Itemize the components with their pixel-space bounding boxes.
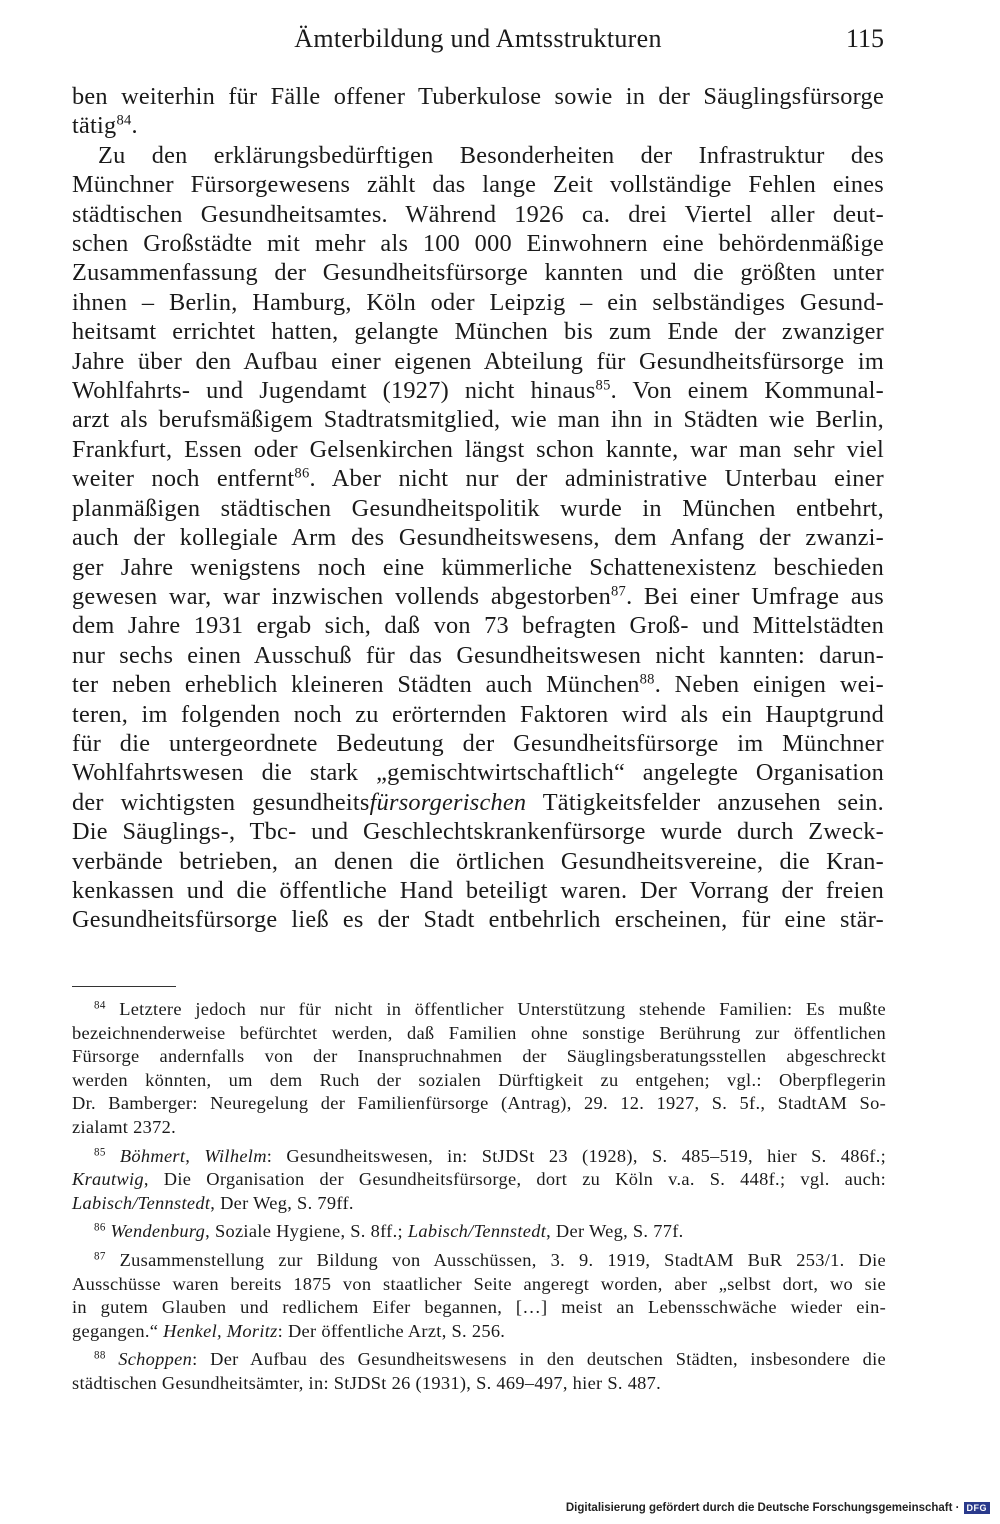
footnote-ref-85[interactable]: 85 [595, 377, 611, 394]
text-line: Zusammenfassung der Gesundheitsfürsorge kannten und die größten unter [72, 259, 884, 287]
text-span: , Die Organisation der Gesundheitsfürsorge, dort zu Köln v.a. S. 448f.; vgl. auch: [143, 1169, 886, 1190]
text-line [72, 111, 884, 140]
footnote-line: bezeichnenderweise befürchtet werden, daß Familien ohne sonstige Berührung zur öffentlichen [72, 1022, 886, 1043]
text-span-italic: Krautwig [72, 1169, 144, 1190]
text-span-italic: Henkel, Moritz [163, 1320, 278, 1341]
footnote-number: 87 [94, 1250, 106, 1263]
footnote-86 [72, 1220, 886, 1244]
text-span: Letztere jedoch nur für nicht in öffentlicher Unterstützung stehende Familien: Es mußte [119, 999, 886, 1019]
footnote-line: städtischen Gesundheitsämter, in: StJDSt 26 (1931), S. 469–497, hier S. 487. [72, 1372, 662, 1393]
text-span: : Der öffentliche Arzt, S. 256. [277, 1320, 506, 1341]
text-span-italic: Labisch/Tennstedt [407, 1221, 547, 1242]
text-span: , Der Weg, S. 79ff. [210, 1192, 354, 1213]
text-line: schen Großstädte mit mehr als 100 000 Einwohnern eine behördenmäßige [72, 230, 884, 258]
text-line: ihnen – Berlin, Hamburg, Köln oder Leipzig – ein selbständiges Gesund- [72, 288, 884, 316]
footnote-87 [72, 1249, 886, 1343]
text-span: weiter noch entfernt [72, 465, 295, 493]
footnote-ref-86[interactable]: 86 [294, 465, 310, 482]
text-line: Gesundheitsfürsorge ließ es der Stadt entbehrlich erscheinen, für eine stär- [72, 906, 884, 934]
footnote-line [72, 1145, 886, 1169]
text-span: . [131, 112, 138, 140]
footnote-number: 88 [94, 1349, 106, 1362]
text-span: . Bei einer Umfrage aus [626, 582, 884, 610]
text-span: , Soziale Hygiene, S. 8ff.; [205, 1221, 408, 1242]
text-span: Wohlfahrts- und Jugendamt (1927) nicht hinaus [72, 377, 596, 405]
text-span: : Der Aufbau des Gesundheitswesens in den deutschen Städten, insbesondere die [192, 1349, 886, 1370]
footnote-ref-84[interactable]: 84 [116, 112, 132, 129]
text-span-italic: Labisch/Tennstedt [72, 1192, 211, 1213]
text-span: Tätigkeitsfelder anzusehen sein. [526, 788, 884, 816]
text-line [72, 670, 884, 699]
footnote-line: in gutem Glauben und redlichem Eifer begannen, […] meist an Lebensschwäche wieder ein- [72, 1297, 886, 1318]
text-span: gewesen war, war inzwischen vollends abgestorben [72, 582, 611, 610]
footnote-line [72, 1192, 886, 1216]
text-line: kenkassen und die öffentliche Hand beteiligt waren. Der Vorrang der freien [72, 876, 884, 904]
text-line [72, 376, 884, 405]
footnote-line: Ausschüsse waren bereits 1875 von staatlicher Seite angeregt worden, aber „selbst dort, wo sie [72, 1273, 886, 1294]
footnote-line: werden könnten, um dem Ruch der sozialen Dürftigkeit zu entgehen; vgl.: Oberpflegerin [72, 1069, 886, 1090]
footnote-line [72, 1220, 886, 1244]
footnote-ref-88[interactable]: 88 [639, 671, 655, 688]
text-line: nur sechs einen Ausschuß für das Gesundheitswesen nicht kannten: darun- [72, 641, 884, 669]
text-line [72, 464, 884, 493]
text-line: ger Jahre wenigstens noch eine kümmerliche Schattenexistenz beschieden [72, 553, 884, 581]
text-span: der wichtigsten gesundheits [72, 788, 370, 816]
footnote-line [72, 1249, 886, 1273]
text-span: : Gesundheitswesen, in: StJDSt 23 (1928), S. 485–519, hier S. 486f.; [266, 1145, 886, 1166]
text-span: . Aber nicht nur der administrative Unterbau einer [309, 465, 884, 493]
text-line: teren, im folgenden noch zu erörternden Faktoren wird als ein Hauptgrund [72, 700, 884, 728]
text-line: Wohlfahrtswesen die stark „gemischtwirtschaftlich“ angelegte Organisation [72, 759, 884, 787]
footnote-divider [72, 986, 176, 987]
footnote-85 [72, 1145, 886, 1216]
footnote-line: Fürsorge andernfalls von der Inanspruchnahmen der Säuglingsberatungsstellen abgeschreckt [72, 1046, 886, 1067]
text-line: planmäßigen städtischen Gesundheitspolitik wurde in München entbehrt, [72, 494, 884, 522]
footnote-84 [72, 998, 886, 1140]
text-span-italic: fürsorgerischen [369, 788, 527, 816]
text-line: arzt als berufsmäßigem Stadtratsmitglied, wie man ihn in Städten wie Berlin, [72, 406, 884, 434]
text-line: für die untergeordnete Bedeutung der Gesundheitsfürsorge im Münchner [72, 729, 884, 757]
running-title: Ämterbildung und Amtsstrukturen [294, 24, 662, 53]
text-line: heitsamt errichtet hatten, gelangte München bis zum Ende der zwanziger [72, 318, 884, 346]
page-header [72, 24, 884, 60]
footnote-line [72, 1348, 886, 1372]
text-span: . Neben einigen wei- [654, 671, 884, 699]
text-span: gegangen.“ [72, 1320, 164, 1341]
footnote-88 [72, 1348, 886, 1395]
text-span: ter neben erheblich kleineren Städten auch München [72, 671, 640, 699]
footnote-line [72, 998, 886, 1022]
text-line: dem Jahre 1931 ergab sich, daß von 73 befragten Groß- und Mittelstädten [72, 612, 884, 640]
footnote-line: Dr. Bamberger: Neuregelung der Familienfürsorge (Antrag), 29. 12. 1927, S. 5f., StadtAM So- [72, 1093, 886, 1114]
text-line: städtischen Gesundheitsamtes. Während 1926 ca. drei Viertel aller deut- [72, 200, 884, 228]
text-span-italic: Böhmert, Wilhelm [119, 1145, 267, 1166]
text-span: , Der Weg, S. 77f. [546, 1221, 684, 1242]
text-span-italic: Wendenburg [110, 1221, 206, 1242]
footnote-number: 86 [94, 1221, 106, 1234]
text-line [72, 582, 884, 611]
footnote-line [72, 1320, 886, 1344]
footnote-number: 85 [94, 1145, 106, 1158]
text-span: . Von einem Kommunal- [610, 377, 884, 405]
text-line: Jahre über den Aufbau einer eigenen Abteilung für Gesundheitsfürsorge im [72, 347, 884, 375]
text-line: Frankfurt, Essen oder Gelsenkirchen längst schon kannte, war man sehr viel [72, 435, 884, 463]
text-line: verbände betrieben, an denen die örtlichen Gesundheitsvereine, die Kran- [72, 847, 884, 875]
text-line: auch der kollegiale Arm des Gesundheitswesens, dem Anfang der zwanzi- [72, 524, 884, 552]
main-text [72, 82, 884, 935]
footnote-line: zialamt 2372. [72, 1116, 176, 1137]
text-span: tätig [72, 112, 117, 140]
footnote-line [72, 1168, 886, 1192]
text-line: Die Säuglings-, Tbc- und Geschlechtskrankenfürsorge wurde durch Zweck- [72, 818, 884, 846]
text-span: Zusammenstellung zur Bildung von Ausschüssen, 3. 9. 1919, StadtAM BuR 253/1. Die [119, 1249, 886, 1270]
text-line [72, 788, 884, 817]
digitization-footer [566, 1502, 990, 1514]
footnote-ref-87[interactable]: 87 [610, 583, 627, 600]
dfg-logo: DFG [964, 1502, 991, 1514]
footnote-number: 84 [94, 999, 106, 1012]
text-line: Zu den erklärungsbedürftigen Besonderheiten der Infrastruktur des [98, 141, 884, 169]
footnotes [72, 998, 886, 1401]
text-span-italic: Schoppen [118, 1349, 193, 1370]
text-line: Münchner Fürsorgewesens zählt das lange Zeit vollständige Fehlen eines [72, 171, 884, 199]
text-line: ben weiterhin für Fälle offener Tuberkulose sowie in der Säuglingsfürsorge [72, 83, 884, 110]
page-number: 115 [845, 24, 884, 53]
footer-text: Digitalisierung gefördert durch die Deutsche Forschungsgemeinschaft · [565, 1502, 960, 1514]
